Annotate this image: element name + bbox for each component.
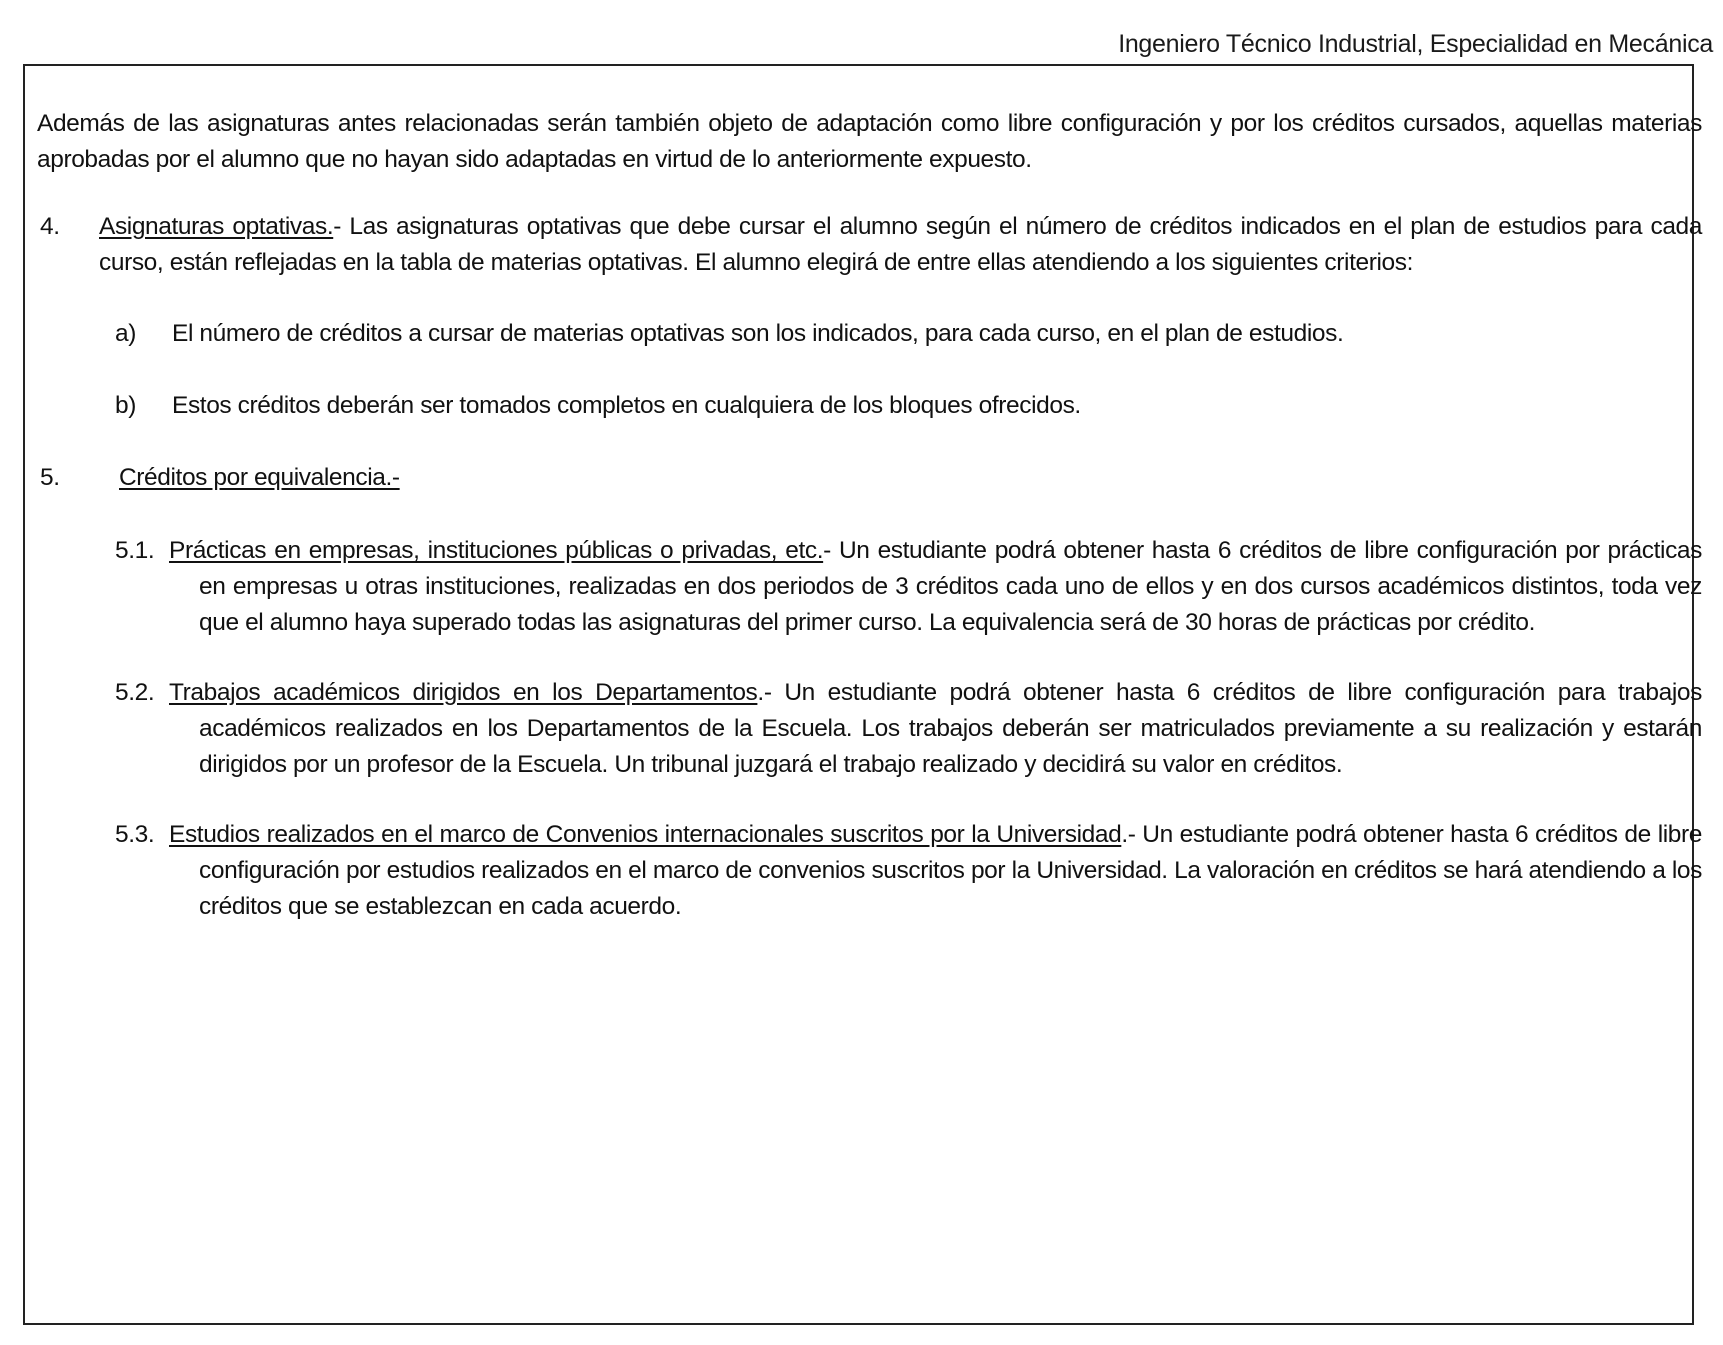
criterion-a-marker: a) (115, 320, 136, 347)
section-4-criterion-a (37, 316, 1702, 352)
subsection-5-2-heading: Trabajos académicos dirigidos en los Departamentos (169, 679, 758, 706)
subsection-5-1-heading: Prácticas en empresas, instituciones públicas o privadas, etc. (169, 537, 824, 564)
intro-paragraph: Además de las asignaturas antes relacionadas serán también objeto de adaptación como libre configuración y por los créditos cursados, aquellas materias aprobadas por el alumno que no hayan sido adaptadas en virtud de lo anteriormente expuesto. (37, 110, 1702, 173)
section-5-heading: Créditos por equivalencia.- (119, 464, 400, 491)
subsection-5-3-text: .- Un estudiante podrá obtener hasta 6 créditos de libre configuración por estudios realizados en el marco de convenios suscritos por la Universidad. La valoración en créditos se hará atendiendo a los créditos que se establezcan en cada acuerdo. (199, 821, 1702, 920)
document-body (37, 106, 1702, 925)
criterion-b-text: Estos créditos deberán ser tomados completos en cualquiera de los bloques ofrecidos. (172, 392, 1081, 419)
section-4-text: - Las asignaturas optativas que debe cursar el alumno según el número de créditos indicados en el plan de estudios para cada curso, están reflejadas en la tabla de materias optativas. El alumno elegirá de entre ellas atendiendo a los siguientes criterios: (99, 213, 1702, 276)
subsection-5-3-paragraph (169, 817, 1702, 925)
subsection-5-3 (37, 817, 1702, 925)
subsection-5-3-heading: Estudios realizados en el marco de Convenios internacionales suscritos por la Universidad (169, 821, 1122, 848)
subsection-5-1-number: 5.1. (115, 537, 155, 564)
page-header: Ingeniero Técnico Industrial, Especialidad en Mecánica (1118, 30, 1713, 58)
section-4-heading: Asignaturas optativas. (99, 213, 334, 240)
subsection-5-1-text: - Un estudiante podrá obtener hasta 6 créditos de libre configuración por prácticas en empresas u otras instituciones, realizadas en dos periodos de 3 créditos cada uno de ellos y en dos cursos académicos distintos, toda vez que el alumno haya superado todas las asignaturas del primer curso. La equivalencia será de 30 horas de prácticas por crédito. (199, 537, 1702, 636)
subsection-5-3-number: 5.3. (115, 821, 155, 848)
subsection-5-2-paragraph (169, 675, 1702, 783)
section-4-paragraph (99, 209, 1702, 281)
subsection-5-1-paragraph (169, 533, 1702, 641)
content-frame (23, 64, 1702, 1325)
subsection-5-2-number: 5.2. (115, 679, 155, 706)
section-4-number: 4. (40, 213, 60, 240)
section-4-criterion-b (37, 388, 1702, 424)
criterion-a-text: El número de créditos a cursar de materias optativas son los indicados, para cada curso, en el plan de estudios. (172, 320, 1344, 347)
section-5-number: 5. (40, 464, 60, 491)
subsection-5-2 (37, 675, 1702, 783)
section-4 (37, 209, 1702, 281)
subsection-5-2-text: .- Un estudiante podrá obtener hasta 6 créditos de libre configuración para trabajos académicos realizados en los Departamentos de la Escuela. Los trabajos deberán ser matriculados previamente a su realización y estarán dirigidos por un profesor de la Escuela. Un tribunal juzgará el trabajo realizado y decidirá su valor en créditos. (199, 679, 1702, 778)
criterion-b-marker: b) (115, 392, 136, 419)
subsection-5-1 (37, 533, 1702, 641)
section-5 (37, 460, 1702, 496)
